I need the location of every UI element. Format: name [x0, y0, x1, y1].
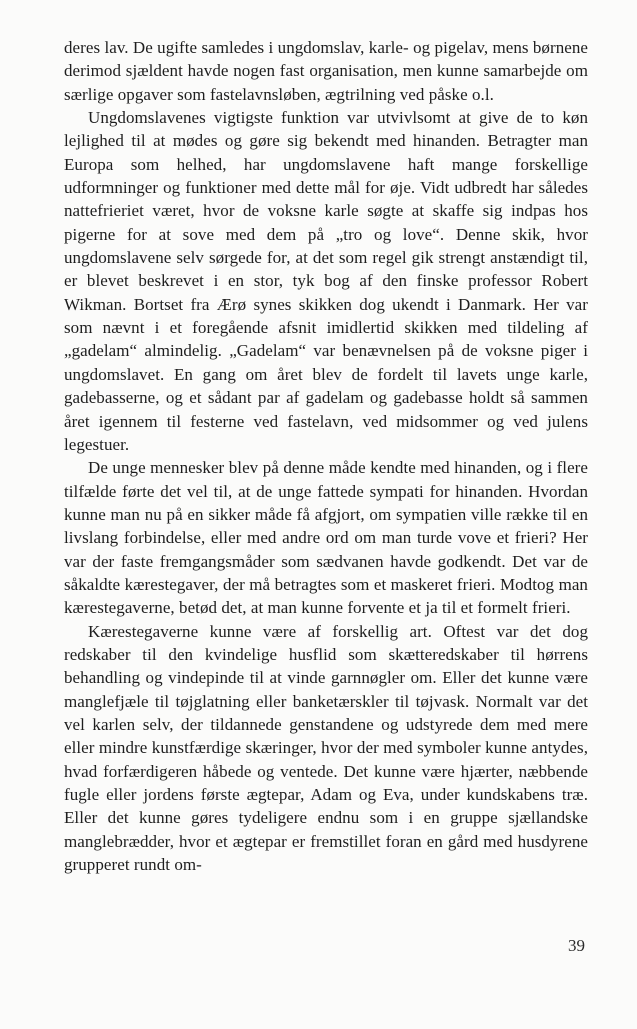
- paragraph-1: deres lav. De ugifte samledes i ungdomslav, karle- og pigelav, mens børnene derimod sjældent havde nogen fast organisation, men kunne samarbejde om særlige opgaver som fastelavnsløben, ægtrilning ved påske o.l.: [64, 38, 588, 104]
- page-number: 39: [568, 936, 585, 955]
- paragraph-4: Kærestegaverne kunne være af forskellig art. Oftest var det dog redskaber til den kvindelige husflid som skætteredskaber til hørrens behandling og vindepinde til at vinde garnnøgler om. Eller det kunne være manglefjæle til tøjglatning eller banketærskler til tøjvask. Normalt var det vel karlen selv, der tildannede genstandene og udstyrede dem med mere eller mindre kunstfærdige skæringer, hvor der med symboler kunne antydes, hvad forfærdigeren håbede og ventede. Det kunne være hjærter, næbbende fugle eller jordens første ægtepar, Adam og Eva, under kundskabens træ. Eller det kunne gøres tydeligere endnu som i en gruppe sjællandske manglebrædder, hvor et ægtepar er fremstillet foran en gård med husdyrene grupperet rundt om-: [64, 621, 588, 875]
- paragraph-2: Ungdomslavenes vigtigste funktion var utvivlsomt at give de to køn lejlighed til at mødes og gøre sig bekendt med hinanden. Betragter man Europa som helhed, har ungdomslavene haft mange forskellige udformninger og funktioner med dette mål for øje. Vidt udbredt har således nattefrieriet været, hvor de voksne karle søgte at skaffe sig indpas hos pigerne for at sove med dem på „tro og love“. Denne skik, hvor ungdomslavene selv sørgede for, at det som regel gik strengt anstændigt til, er blevet beskrevet i en stor, tyk bog af den finske professor Robert Wikman. Bortset fra Ærø synes skikken dog ukendt i Danmark. Her var som nævnt i et foregående afsnit imidlertid skikken med tildeling af „gadelam“ almindelig. „Gadelam“ var benævnelsen på de voksne piger i ungdomslavet. En gang om året blev de fordelt til lavets unge karle, gadebasserne, og et sådant par af gadelam og gadebasse holdt så sammen året igennem til festerne ved fastelavn, ved midsommer og ved julens legestuer.: [64, 108, 588, 454]
- paragraph-3: De unge mennesker blev på denne måde kendte med hinanden, og i flere tilfælde førte det vel til, at de unge fattede sympati for hinanden. Hvordan kunne man nu på en sikker måde få afgjort, om sympatien ville række til en livslang forbindelse, eller med andre ord om man turde vove et frieri? Her var der faste fremgangsmåder som sædvanen havde godkendt. Det var de såkaldte kærestegaver, der må betragtes som et maskeret frieri. Modtog man kærestegaverne, betød det, at man kunne forvente et ja til et formelt frieri.: [64, 458, 588, 618]
- body-text: [64, 36, 588, 876]
